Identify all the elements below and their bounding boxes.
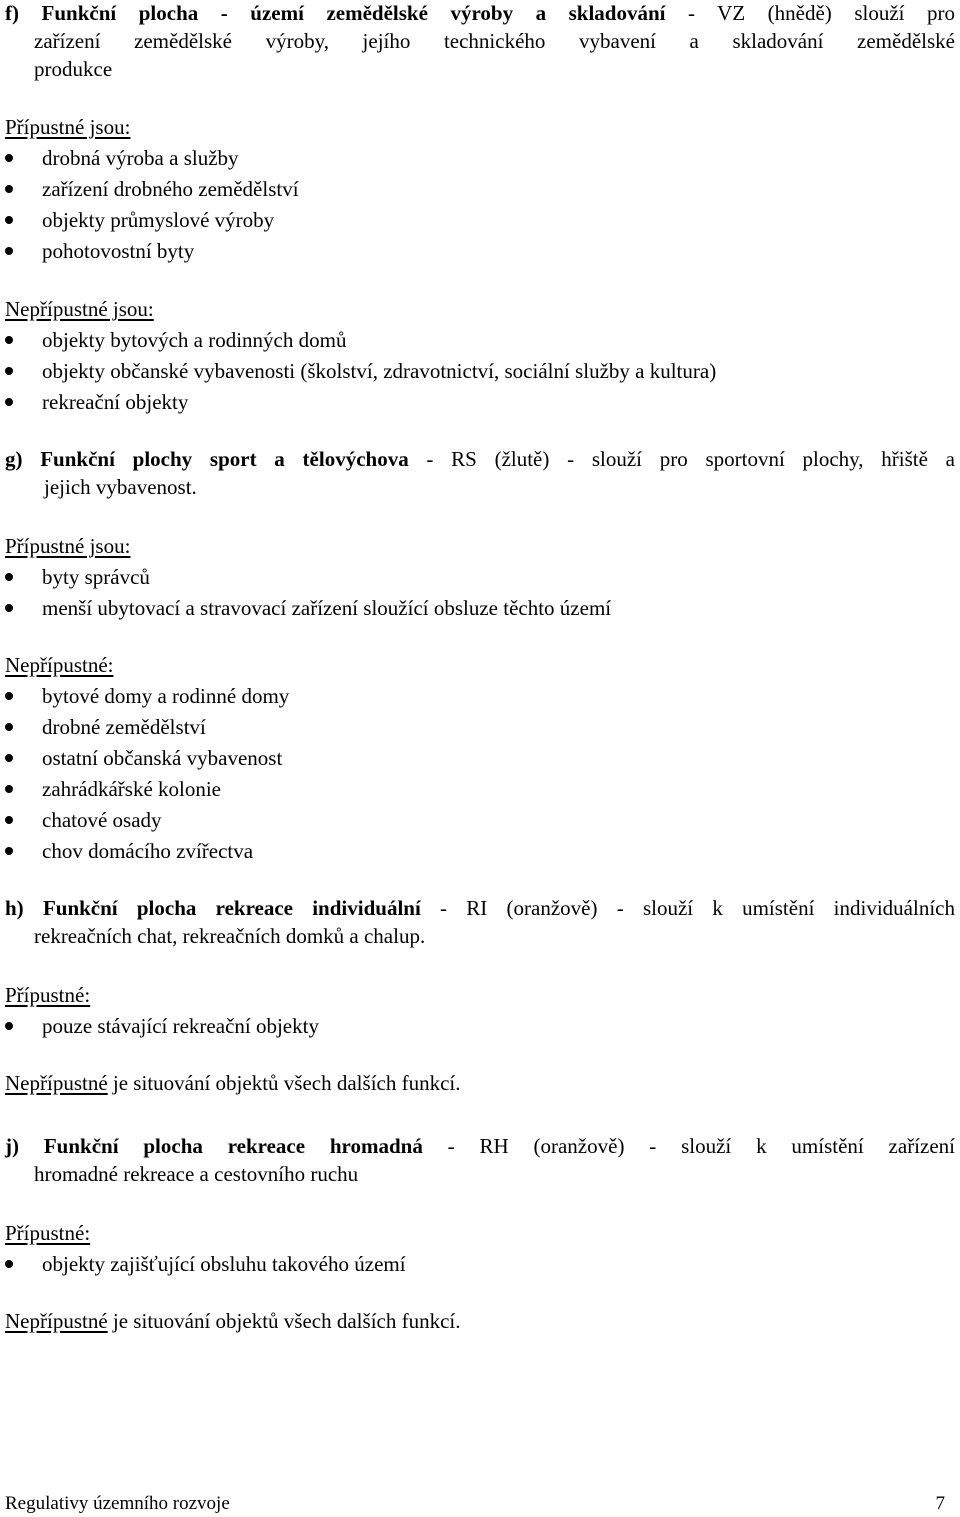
section-h-line2: rekreačních chat, rekreačních domků a chalup. [34, 924, 426, 948]
section-j-permitted-label: Přípustné: [5, 1221, 91, 1245]
bullet-icon [5, 723, 13, 731]
list-item: zahrádkářské kolonie [42, 777, 222, 801]
page-number: 7 [935, 1493, 945, 1514]
bullet-icon [5, 367, 13, 375]
section-g-title: Funkční plochy sport a tělovýchova [40, 447, 409, 471]
list-item: rekreační objekty [42, 390, 189, 414]
section-f-forbidden-label: Nepřípustné jsou: [5, 297, 154, 321]
list-item: objekty bytových a rodinných domů [42, 328, 347, 352]
section-j-forbidden-rest: je situování objektů všech dalších funkcí. [107, 1309, 461, 1333]
list-item: pohotovostní byty [42, 239, 195, 263]
bullet-icon [5, 1260, 13, 1268]
section-j-letter: j) [5, 1134, 19, 1158]
section-h-heading-rest: - RI (oranžově) - slouží k umístění individuálních [420, 896, 955, 920]
list-item: bytové domy a rodinné domy [42, 684, 290, 708]
section-h-heading [5, 894, 955, 922]
section-f-line3: produkce [34, 57, 113, 81]
bullet-icon [5, 154, 13, 162]
bullet-icon [5, 247, 13, 255]
section-g-permitted-label: Přípustné jsou: [5, 534, 131, 558]
section-g-forbidden-label: Nepřípustné: [5, 653, 114, 677]
section-f-line2: zařízení zemědělské výroby, jejího technického vybavení a skladování zemědělské [34, 29, 955, 53]
bullet-icon [5, 692, 13, 700]
section-h-forbidden-statement [5, 1069, 955, 1097]
list-item: pouze stávající rekreační objekty [42, 1014, 319, 1038]
list-item: byty správců [42, 565, 150, 589]
section-g-heading-rest: - RS (žlutě) - slouží pro sportovní plochy, hřiště a [408, 447, 956, 471]
section-j-line2: hromadné rekreace a cestovního ruchu [34, 1162, 359, 1186]
section-h-letter: h) [5, 896, 24, 920]
bullet-icon [5, 336, 13, 344]
bullet-icon [5, 847, 13, 855]
list-item: objekty zajišťující obsluhu takového území [42, 1252, 406, 1276]
section-j-forbidden-label: Nepřípustné [5, 1309, 108, 1333]
section-f-letter: f) [5, 1, 19, 25]
section-j-forbidden-statement [5, 1307, 955, 1335]
section-h-title: Funkční plocha rekreace individuální [42, 896, 421, 920]
section-h-forbidden-rest: je situování objektů všech dalších funkcí. [107, 1071, 461, 1095]
section-g-line2: jejich vybavenost. [44, 475, 197, 499]
section-f-permitted-label: Přípustné jsou: [5, 115, 131, 139]
page-footer [5, 1491, 955, 1517]
section-j-title: Funkční plocha rekreace hromadná [43, 1134, 423, 1158]
list-item: objekty průmyslové výroby [42, 208, 275, 232]
bullet-icon [5, 1022, 13, 1030]
bullet-icon [5, 398, 13, 406]
section-g-letter: g) [5, 447, 23, 471]
section-f-heading-rest: - VZ (hnědě) slouží pro [665, 1, 955, 25]
section-f-title: Funkční plocha - území zemědělské výroby a skladování [41, 1, 666, 25]
bullet-icon [5, 573, 13, 581]
list-item: drobné zemědělství [42, 715, 206, 739]
bullet-icon [5, 816, 13, 824]
list-item: objekty občanské vybavenosti (školství, zdravotnictví, sociální služby a kultura) [42, 359, 717, 383]
section-j-heading-rest: - RH (oranžově) - slouží k umístění zařízení [422, 1134, 955, 1158]
bullet-icon [5, 604, 13, 612]
section-h-permitted-label: Přípustné: [5, 983, 91, 1007]
list-item: zařízení drobného zemědělství [42, 177, 299, 201]
list-item: chatové osady [42, 808, 162, 832]
section-h-forbidden-label: Nepřípustné [5, 1071, 108, 1095]
section-f-heading [5, 0, 955, 27]
section-j-heading [5, 1132, 955, 1160]
list-item: chov domácího zvířectva [42, 839, 254, 863]
bullet-icon [5, 185, 13, 193]
list-item: menší ubytovací a stravovací zařízení sloužící obsluze těchto území [42, 596, 612, 620]
bullet-icon [5, 785, 13, 793]
bullet-icon [5, 216, 13, 224]
bullet-icon [5, 754, 13, 762]
list-item: drobná výroba a služby [42, 146, 239, 170]
footer-title: Regulativy územního rozvoje [5, 1493, 230, 1514]
list-item: ostatní občanská vybavenost [42, 746, 283, 770]
section-g-heading [5, 445, 955, 473]
